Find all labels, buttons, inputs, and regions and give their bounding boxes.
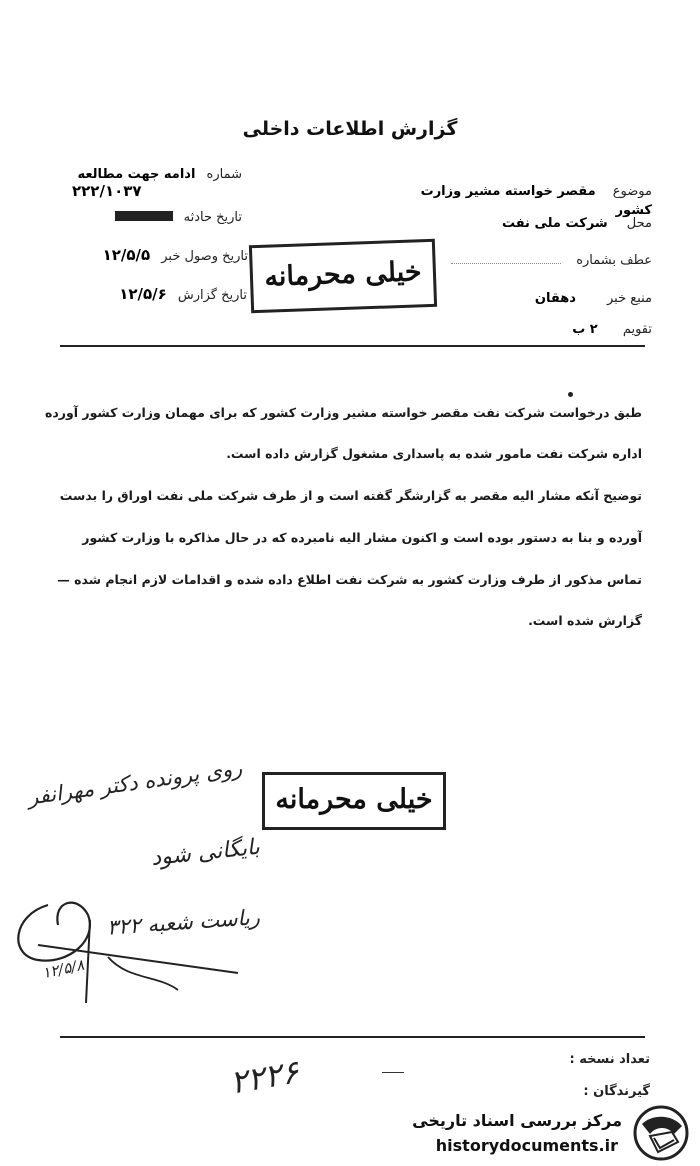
- handwritten-note-2: بایگانی شود: [150, 834, 261, 871]
- shomare-number: ۲۲۲/۱۰۳۷: [72, 182, 142, 200]
- tarikh-havadese-row: [92, 206, 242, 225]
- tarikh-gozaresh-row: [72, 284, 247, 303]
- dash-mark: [382, 1072, 404, 1073]
- mozu-value: مقصر خواسته مشیر وزارت کشور: [420, 184, 652, 218]
- handwritten-date: ۱۲/۵/۸: [40, 955, 86, 983]
- watermark-url: historydocuments.ir: [435, 1136, 618, 1155]
- shomare-row: [62, 163, 242, 182]
- mozu-label: موضوع: [612, 184, 652, 199]
- body-line-1: طبق درخواست شرکت نفت مقصر خواسته مشیر وزارت کشور که برای مهمان وزارت کشور آورده: [45, 405, 642, 420]
- taqvim-value: ۲ ب: [572, 322, 598, 337]
- body-line-2: اداره شرکت نفت مامور شده به پاسداری مشغول گزارش داده است.: [226, 446, 642, 461]
- bottom-classification-stamp: خیلی محرمانه: [262, 772, 446, 830]
- tedad-label: تعداد نسخه :: [569, 1052, 650, 1067]
- tarikh-vosul-value: ۱۲/۵/۵: [102, 246, 151, 264]
- tarikh-gozaresh-value: ۱۲/۵/۶: [119, 285, 167, 303]
- atf-blank: [451, 253, 561, 264]
- atf-label: عطف بشماره: [576, 253, 652, 268]
- body-line-3: توضیح آنکه مشار الیه مقصر به گزارشگر گفته است و از طرف شرکت ملی نفت اوراق را بدست: [59, 488, 642, 503]
- shomare-value: ادامه جهت مطالعه: [77, 167, 196, 182]
- handwritten-note-1: روی پرونده دکتر مهرانفر: [26, 755, 244, 810]
- tarikh-vosul-row: [58, 245, 248, 264]
- footer-divider: [60, 1036, 645, 1038]
- taqvim-label: تقویم: [622, 322, 652, 337]
- body-line-5: تماس مذکور از طرف وزارت کشور به شرکت نفت اطلاع داده شده و اقدامات لازم انجام شده —: [57, 572, 642, 587]
- tarikh-vosul-label: تاریخ وصول خبر: [161, 249, 248, 264]
- bottom-handwritten-number: ۲۲۲۶: [227, 1052, 302, 1102]
- signature-scribble-icon: [8, 885, 248, 1010]
- tarikh-havadese-label: تاریخ حادثه: [183, 210, 242, 225]
- manba-label: منبع خبر: [607, 291, 652, 306]
- mahal-row: [382, 212, 652, 231]
- tarikh-gozaresh-label: تاریخ گزارش: [177, 288, 247, 303]
- manba-value: دهقان: [534, 291, 576, 306]
- mahal-value: شرکت ملی نفت: [501, 216, 608, 231]
- body-line-4: آورده و بنا به دستور بوده است و اکنون مشار الیه نامبرده که در حال مذاکره با وزارت کشور: [82, 530, 642, 545]
- header-divider: [60, 345, 645, 347]
- watermark-org-name: مرکز بررسی اسناد تاریخی: [412, 1111, 622, 1130]
- right-field-block: [382, 180, 652, 218]
- top-classification-stamp: خیلی محرمانه: [249, 239, 437, 313]
- taqvim-row: [352, 318, 652, 337]
- archive-logo-icon: [632, 1104, 690, 1162]
- mahal-label: محل: [626, 216, 652, 231]
- bullet-dot: [568, 392, 573, 397]
- girandegan-label: گیرندگان :: [583, 1084, 650, 1099]
- handwritten-note-3: ریاست شعبه ۳۲۲: [106, 905, 261, 940]
- redacted-mark: [115, 211, 173, 221]
- report-title: گزارش اطلاعات داخلی: [242, 118, 458, 140]
- shomare-label: شماره: [206, 167, 242, 182]
- body-line-6: گزارش شده است.: [528, 613, 642, 628]
